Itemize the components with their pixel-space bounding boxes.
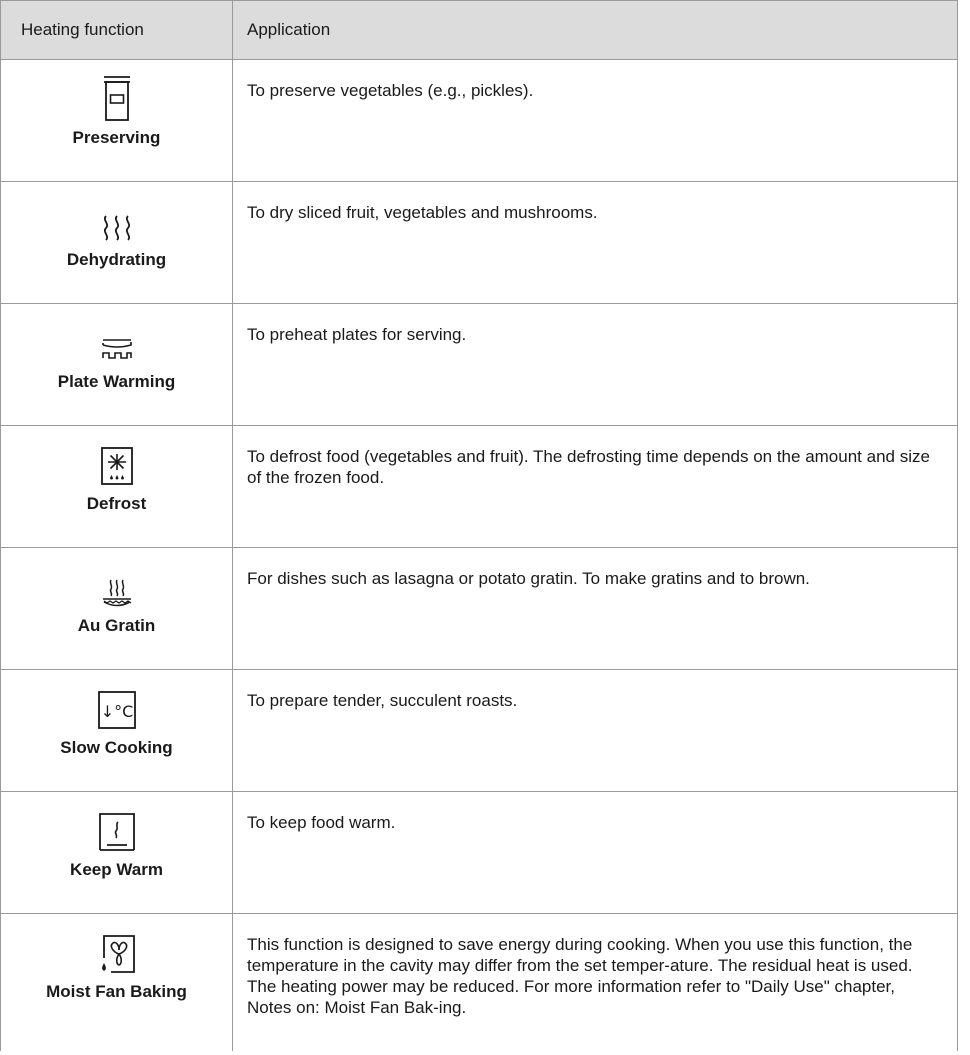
application-text: For dishes such as lasagna or potato gratin. To make gratins and to brown. bbox=[233, 548, 958, 670]
table-row-plate-warming bbox=[1, 304, 958, 426]
slow-cooking-icon-text: ↓°C bbox=[100, 702, 133, 721]
header-application: Application bbox=[233, 1, 958, 60]
preserving-icon bbox=[97, 74, 137, 122]
function-name: Au Gratin bbox=[77, 616, 156, 635]
function-name: Slow Cooking bbox=[60, 738, 173, 757]
slow-cooking-icon bbox=[97, 684, 137, 732]
application-text: To preheat plates for serving. bbox=[233, 304, 958, 426]
function-cell bbox=[1, 304, 233, 426]
application-text: To defrost food (vegetables and fruit). The defrosting time depends on the amount and size of the frozen food. bbox=[233, 426, 958, 548]
moist-fan-baking-icon bbox=[97, 928, 137, 976]
dehydrating-icon bbox=[97, 196, 137, 244]
function-cell bbox=[1, 548, 233, 670]
table-row-preserving bbox=[1, 60, 958, 182]
application-text: To dry sliced fruit, vegetables and mushrooms. bbox=[233, 182, 958, 304]
application-text: To prepare tender, succulent roasts. bbox=[233, 670, 958, 792]
function-cell bbox=[1, 426, 233, 548]
application-text: To preserve vegetables (e.g., pickles). bbox=[233, 60, 958, 182]
table-row-defrost bbox=[1, 426, 958, 548]
function-name: Defrost bbox=[86, 494, 147, 513]
keep-warm-icon bbox=[97, 806, 137, 854]
table-row-keep-warm bbox=[1, 792, 958, 914]
table-row-au-gratin bbox=[1, 548, 958, 670]
table-row-slow-cooking bbox=[1, 670, 958, 792]
function-name: Preserving bbox=[72, 128, 161, 147]
table-row-dehydrating bbox=[1, 182, 958, 304]
table-row-moist-fan-baking bbox=[1, 914, 958, 1051]
function-cell bbox=[1, 60, 233, 182]
function-name: Keep Warm bbox=[70, 860, 163, 879]
application-text: This function is designed to save energy during cooking. When you use this function, the temperature in the cavity may differ from the set temper-ature. The residual heat is used. The heating power may be reduced. For more information refer to "Daily Use" chapter, Notes on: Moist Fan Bak-ing. bbox=[233, 914, 958, 1051]
function-cell bbox=[1, 182, 233, 304]
function-cell bbox=[1, 792, 233, 914]
au-gratin-icon bbox=[97, 562, 137, 610]
table-header-row bbox=[1, 1, 958, 60]
function-cell bbox=[1, 670, 233, 792]
function-name: Moist Fan Baking bbox=[46, 982, 187, 1001]
defrost-icon bbox=[97, 440, 137, 488]
plate-warming-icon bbox=[97, 318, 137, 366]
function-name: Dehydrating bbox=[66, 250, 167, 269]
function-cell bbox=[1, 914, 233, 1051]
function-name: Plate Warming bbox=[57, 372, 176, 391]
header-heating-function: Heating function bbox=[1, 1, 233, 60]
application-text: To keep food warm. bbox=[233, 792, 958, 914]
